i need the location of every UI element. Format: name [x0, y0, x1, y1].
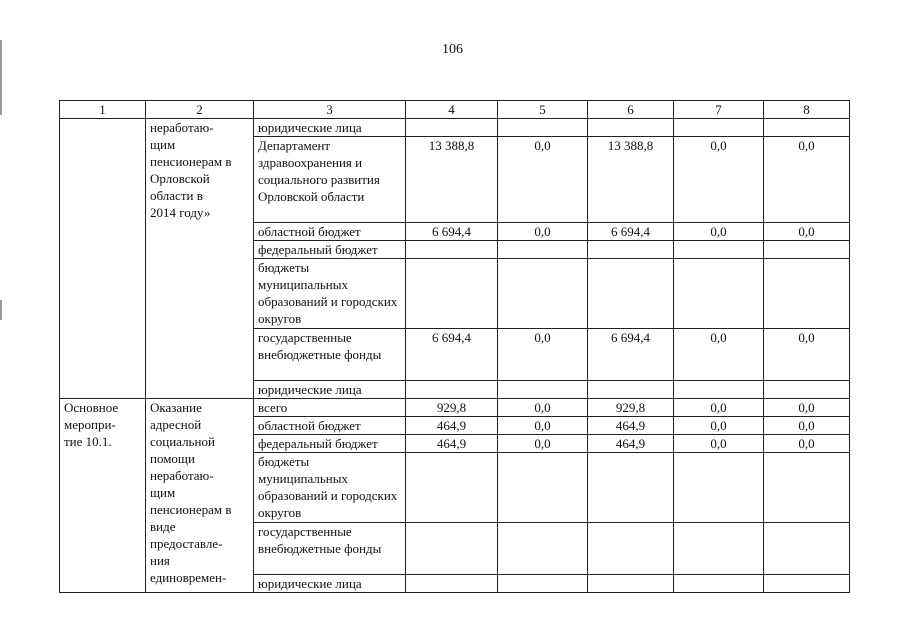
value-cell: 464,9: [588, 417, 674, 435]
column-header: 7: [674, 101, 764, 119]
column-header: 1: [60, 101, 146, 119]
value-cell: [764, 241, 850, 259]
text-line: Основное: [64, 400, 119, 415]
text-line: неработаю-: [150, 120, 214, 135]
value-cell: 13 388,8: [406, 137, 498, 223]
value-cell: 6 694,4: [406, 329, 498, 381]
block2-activity-cell: [60, 399, 146, 593]
text-line: щим: [150, 485, 176, 500]
value-cell: [588, 523, 674, 575]
value-cell: [406, 575, 498, 593]
value-cell: 0,0: [764, 399, 850, 417]
value-cell: 0,0: [764, 435, 850, 453]
value-cell: [588, 381, 674, 399]
text-line: щим: [150, 137, 176, 152]
text-line: области в: [150, 188, 203, 203]
value-cell: 0,0: [498, 417, 588, 435]
value-cell: 6 694,4: [406, 223, 498, 241]
block1-measure-cell: [146, 119, 254, 399]
value-cell: 0,0: [674, 137, 764, 223]
budget-table: [59, 100, 850, 593]
funding-source-label: юридические лица: [254, 119, 406, 137]
value-cell: [498, 453, 588, 523]
value-cell: 464,9: [406, 435, 498, 453]
funding-source-label: юридические лица: [254, 575, 406, 593]
value-cell: [674, 241, 764, 259]
value-cell: [588, 453, 674, 523]
text-line: меропри-: [64, 417, 116, 432]
text-line: тие 10.1.: [64, 434, 112, 449]
funding-source-label: Департамент здравоохранения и социального развития Орловской области: [254, 137, 406, 223]
value-cell: [406, 119, 498, 137]
value-cell: [498, 381, 588, 399]
value-cell: [498, 523, 588, 575]
value-cell: [498, 241, 588, 259]
funding-source-label: бюджеты муниципальных образований и городских округов: [254, 259, 406, 329]
value-cell: 0,0: [764, 417, 850, 435]
text-line: виде: [150, 519, 176, 534]
funding-source-label: всего: [254, 399, 406, 417]
table-row: [60, 119, 850, 137]
value-cell: 0,0: [764, 329, 850, 381]
funding-source-label: юридические лица: [254, 381, 406, 399]
value-cell: [498, 119, 588, 137]
value-cell: [674, 453, 764, 523]
value-cell: 0,0: [674, 435, 764, 453]
value-cell: [674, 119, 764, 137]
header-row: [60, 101, 850, 119]
funding-source-label: государственные внебюджетные фонды: [254, 329, 406, 381]
value-cell: [764, 381, 850, 399]
value-cell: 13 388,8: [588, 137, 674, 223]
value-cell: [674, 575, 764, 593]
text-line: Оказание: [150, 400, 202, 415]
value-cell: [764, 453, 850, 523]
value-cell: [674, 523, 764, 575]
value-cell: [406, 241, 498, 259]
text-line: ния: [150, 553, 170, 568]
value-cell: [764, 259, 850, 329]
value-cell: 0,0: [674, 329, 764, 381]
column-header: 3: [254, 101, 406, 119]
value-cell: 464,9: [406, 417, 498, 435]
value-cell: [674, 259, 764, 329]
text-line: пенсионерам в: [150, 502, 232, 517]
value-cell: 0,0: [674, 417, 764, 435]
text-line: помощи: [150, 451, 195, 466]
text-line: Орловской: [150, 171, 210, 186]
column-header: 6: [588, 101, 674, 119]
scan-edge-mark: [0, 300, 2, 320]
value-cell: 0,0: [764, 223, 850, 241]
text-line: неработаю-: [150, 468, 214, 483]
text-line: единовремен-: [150, 570, 227, 585]
funding-source-label: государственные внебюджетные фонды: [254, 523, 406, 575]
value-cell: 0,0: [674, 399, 764, 417]
value-cell: 0,0: [498, 435, 588, 453]
value-cell: [588, 259, 674, 329]
funding-source-label: федеральный бюджет: [254, 241, 406, 259]
table-row: [60, 399, 850, 417]
value-cell: [406, 523, 498, 575]
value-cell: [498, 575, 588, 593]
page-number: 106: [442, 42, 463, 57]
value-cell: [588, 575, 674, 593]
value-cell: [588, 119, 674, 137]
funding-source-label: бюджеты муниципальных образований и городских округов: [254, 453, 406, 523]
value-cell: 0,0: [498, 137, 588, 223]
value-cell: 464,9: [588, 435, 674, 453]
value-cell: [498, 259, 588, 329]
funding-source-label: областной бюджет: [254, 223, 406, 241]
column-header: 8: [764, 101, 850, 119]
value-cell: 0,0: [498, 329, 588, 381]
value-cell: 929,8: [588, 399, 674, 417]
value-cell: [406, 453, 498, 523]
value-cell: 0,0: [764, 137, 850, 223]
value-cell: [406, 259, 498, 329]
value-cell: 6 694,4: [588, 223, 674, 241]
funding-source-label: федеральный бюджет: [254, 435, 406, 453]
block2-measure-cell: [146, 399, 254, 593]
value-cell: [588, 241, 674, 259]
value-cell: 929,8: [406, 399, 498, 417]
value-cell: [764, 575, 850, 593]
funding-source-label: областной бюджет: [254, 417, 406, 435]
value-cell: 6 694,4: [588, 329, 674, 381]
column-header: 4: [406, 101, 498, 119]
value-cell: [674, 381, 764, 399]
value-cell: 0,0: [674, 223, 764, 241]
text-line: социальной: [150, 434, 215, 449]
block1-col1-cell: [60, 119, 146, 399]
value-cell: [406, 381, 498, 399]
text-line: адресной: [150, 417, 202, 432]
value-cell: 0,0: [498, 223, 588, 241]
column-header: 2: [146, 101, 254, 119]
text-line: 2014 году»: [150, 205, 211, 220]
value-cell: [764, 523, 850, 575]
value-cell: 0,0: [498, 399, 588, 417]
text-line: пенсионерам в: [150, 154, 232, 169]
value-cell: [764, 119, 850, 137]
column-header: 5: [498, 101, 588, 119]
text-line: предоставле-: [150, 536, 223, 551]
